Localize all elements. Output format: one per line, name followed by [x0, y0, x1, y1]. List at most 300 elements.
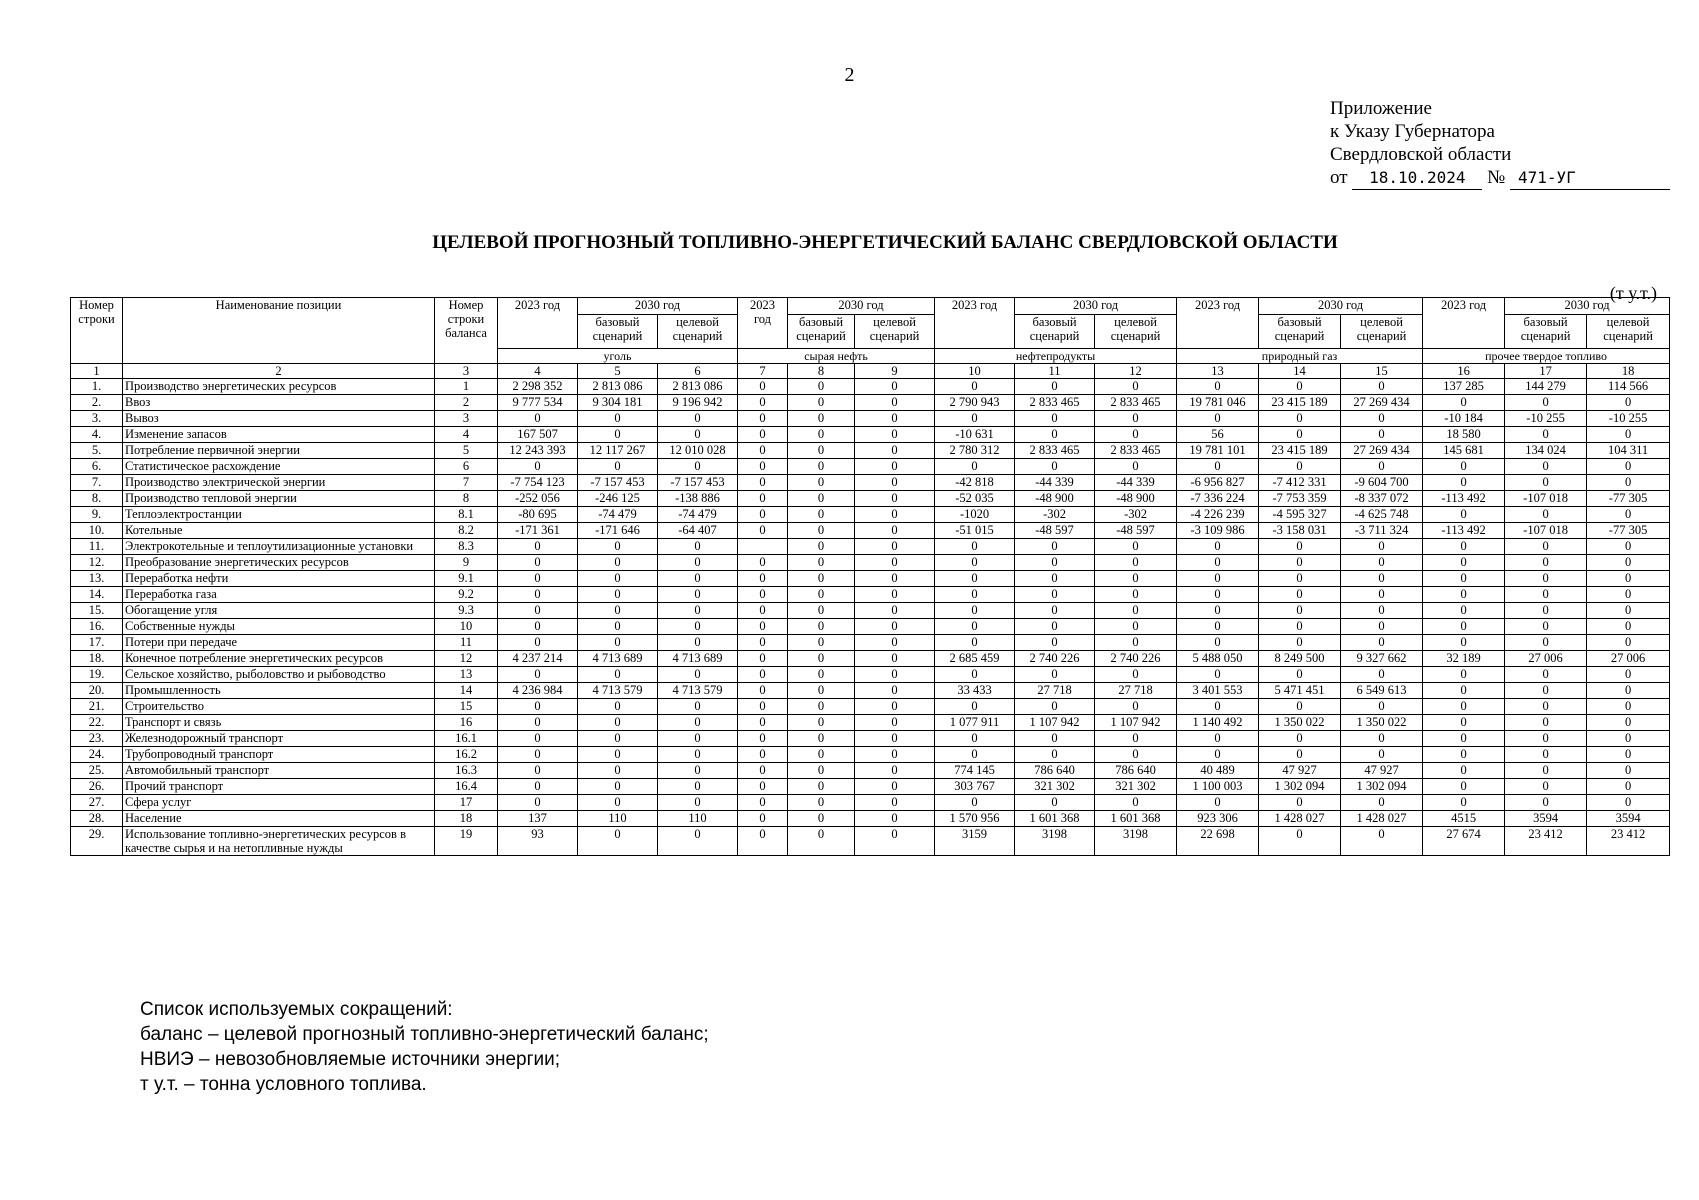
- value-cell: 0: [738, 667, 788, 683]
- value-cell: 0: [1587, 539, 1670, 555]
- balance-row-cell: 2: [435, 395, 498, 411]
- value-cell: 0: [1423, 587, 1505, 603]
- row-number-cell: 24.: [71, 747, 123, 763]
- value-cell: 0: [578, 603, 658, 619]
- balance-row-cell: 1: [435, 379, 498, 395]
- value-cell: 0: [1177, 587, 1259, 603]
- value-cell: 2 833 465: [1095, 395, 1177, 411]
- value-cell: 0: [1587, 747, 1670, 763]
- value-cell: -252 056: [498, 491, 578, 507]
- value-cell: 0: [1505, 667, 1587, 683]
- value-cell: 3198: [1095, 827, 1177, 856]
- value-cell: 23 412: [1505, 827, 1587, 856]
- value-cell: 1 302 094: [1341, 779, 1423, 795]
- value-cell: 0: [658, 411, 738, 427]
- value-cell: 1 428 027: [1341, 811, 1423, 827]
- value-cell: 0: [855, 379, 935, 395]
- balance-row-cell: 4: [435, 427, 498, 443]
- balance-row-cell: 9.1: [435, 571, 498, 587]
- position-name-cell: Производство энергетических ресурсов: [123, 379, 435, 395]
- value-cell: 0: [788, 827, 855, 856]
- row-number-cell: 1.: [71, 379, 123, 395]
- value-cell: -113 492: [1423, 523, 1505, 539]
- value-cell: 0: [935, 587, 1015, 603]
- value-cell: 0: [498, 731, 578, 747]
- value-cell: 0: [1095, 459, 1177, 475]
- position-name-cell: Обогащение угля: [123, 603, 435, 619]
- value-cell: 0: [1505, 715, 1587, 731]
- position-name-cell: Сельское хозяйство, рыболовство и рыбоводство: [123, 667, 435, 683]
- value-cell: 0: [738, 555, 788, 571]
- value-cell: 0: [1095, 747, 1177, 763]
- value-cell: 0: [498, 715, 578, 731]
- position-name-cell: Переработка нефти: [123, 571, 435, 587]
- value-cell: 3159: [935, 827, 1015, 856]
- value-cell: 9 304 181: [578, 395, 658, 411]
- table-row: [71, 763, 1670, 779]
- column-index-cell: 12: [1095, 364, 1177, 379]
- value-cell: 0: [1587, 763, 1670, 779]
- balance-row-cell: 8: [435, 491, 498, 507]
- value-cell: -1020: [935, 507, 1015, 523]
- value-cell: 0: [498, 747, 578, 763]
- value-cell: 1 107 942: [1015, 715, 1095, 731]
- value-cell: 0: [1259, 747, 1341, 763]
- column-index-cell: 11: [1015, 364, 1095, 379]
- value-cell: 0: [498, 667, 578, 683]
- value-cell: 0: [1505, 395, 1587, 411]
- table-row: [71, 587, 1670, 603]
- value-cell: 0: [738, 411, 788, 427]
- value-cell: 9 777 534: [498, 395, 578, 411]
- value-cell: 0: [578, 795, 658, 811]
- value-cell: -171 646: [578, 523, 658, 539]
- value-cell: 0: [578, 459, 658, 475]
- row-number-cell: 4.: [71, 427, 123, 443]
- value-cell: 0: [1587, 475, 1670, 491]
- header-solid-2030: 2030 год: [1505, 298, 1670, 315]
- value-cell: 0: [935, 795, 1015, 811]
- column-index-cell: 7: [738, 364, 788, 379]
- value-cell: 0: [1505, 683, 1587, 699]
- row-number-cell: 19.: [71, 667, 123, 683]
- value-cell: 0: [658, 715, 738, 731]
- value-cell: 0: [658, 635, 738, 651]
- value-cell: 0: [1259, 619, 1341, 635]
- value-cell: 0: [855, 555, 935, 571]
- value-cell: 0: [498, 555, 578, 571]
- value-cell: 0: [1423, 507, 1505, 523]
- value-cell: 0: [738, 427, 788, 443]
- value-cell: 786 640: [1095, 763, 1177, 779]
- value-cell: 0: [788, 427, 855, 443]
- value-cell: 0: [1341, 635, 1423, 651]
- value-cell: 0: [1341, 747, 1423, 763]
- abbreviation-item: НВИЭ – невозобновляемые источники энергии;: [140, 1049, 561, 1070]
- table-row: [71, 811, 1670, 827]
- table-row: [71, 667, 1670, 683]
- value-cell: 0: [1587, 731, 1670, 747]
- value-cell: 0: [738, 715, 788, 731]
- value-cell: 0: [498, 699, 578, 715]
- value-cell: 0: [1587, 635, 1670, 651]
- value-cell: 0: [1505, 459, 1587, 475]
- value-cell: -48 597: [1015, 523, 1095, 539]
- value-cell: 0: [1505, 635, 1587, 651]
- column-index-cell: 18: [1587, 364, 1670, 379]
- value-cell: 0: [1015, 459, 1095, 475]
- value-cell: 0: [578, 731, 658, 747]
- balance-row-cell: 10: [435, 619, 498, 635]
- value-cell: 0: [578, 827, 658, 856]
- value-cell: 0: [1587, 507, 1670, 523]
- table-row: [71, 715, 1670, 731]
- position-name-cell: Потери при передаче: [123, 635, 435, 651]
- value-cell: 0: [1015, 379, 1095, 395]
- value-cell: 32 189: [1423, 651, 1505, 667]
- value-cell: 0: [1015, 603, 1095, 619]
- value-cell: 0: [498, 459, 578, 475]
- value-cell: 0: [1095, 731, 1177, 747]
- value-cell: 0: [578, 587, 658, 603]
- value-cell: 1 100 003: [1177, 779, 1259, 795]
- value-cell: 0: [498, 795, 578, 811]
- position-name-cell: Производство тепловой энергии: [123, 491, 435, 507]
- abbreviation-item: т у.т. – тонна условного топлива.: [140, 1074, 427, 1095]
- value-cell: -7 753 359: [1259, 491, 1341, 507]
- value-cell: 0: [498, 763, 578, 779]
- value-cell: 0: [1587, 459, 1670, 475]
- column-index-cell: 16: [1423, 364, 1505, 379]
- value-cell: 167 507: [498, 427, 578, 443]
- header-oil-2030: 2030 год: [788, 298, 935, 315]
- column-index-cell: 4: [498, 364, 578, 379]
- position-name-cell: Автомобильный транспорт: [123, 763, 435, 779]
- value-cell: 0: [1095, 411, 1177, 427]
- value-cell: 0: [788, 379, 855, 395]
- value-cell: 0: [788, 523, 855, 539]
- value-cell: 0: [498, 587, 578, 603]
- balance-row-cell: 18: [435, 811, 498, 827]
- value-cell: 1 570 956: [935, 811, 1015, 827]
- value-cell: 0: [1015, 539, 1095, 555]
- value-cell: 0: [935, 667, 1015, 683]
- value-cell: 47 927: [1341, 763, 1423, 779]
- value-cell: 1 350 022: [1341, 715, 1423, 731]
- value-cell: 110: [658, 811, 738, 827]
- header-oil-2023: 2023 год: [738, 298, 788, 349]
- value-cell: 0: [788, 395, 855, 411]
- value-cell: 0: [658, 619, 738, 635]
- appendix-date-line: [1330, 166, 1670, 190]
- value-cell: 19 781 101: [1177, 443, 1259, 459]
- value-cell: 3198: [1015, 827, 1095, 856]
- value-cell: 0: [1341, 619, 1423, 635]
- value-cell: 0: [1341, 555, 1423, 571]
- value-cell: 0: [1015, 635, 1095, 651]
- value-cell: 137 285: [1423, 379, 1505, 395]
- group-label-coal: уголь: [498, 349, 738, 364]
- column-index-cell: 15: [1341, 364, 1423, 379]
- value-cell: 2 813 086: [658, 379, 738, 395]
- value-cell: 923 306: [1177, 811, 1259, 827]
- value-cell: 0: [1015, 699, 1095, 715]
- row-number-cell: 16.: [71, 619, 123, 635]
- value-cell: 0: [788, 795, 855, 811]
- value-cell: 23 415 189: [1259, 395, 1341, 411]
- value-cell: 0: [935, 411, 1015, 427]
- column-index-cell: 14: [1259, 364, 1341, 379]
- row-number-cell: 7.: [71, 475, 123, 491]
- header-base-scenario: базовый сценарий: [788, 315, 855, 349]
- header-position-name: Наименование позиции: [123, 298, 435, 364]
- value-cell: -107 018: [1505, 523, 1587, 539]
- header-base-scenario: базовый сценарий: [1015, 315, 1095, 349]
- value-cell: 0: [578, 779, 658, 795]
- value-cell: 0: [935, 555, 1015, 571]
- position-name-cell: Сфера услуг: [123, 795, 435, 811]
- value-cell: 0: [1423, 571, 1505, 587]
- value-cell: 0: [855, 539, 935, 555]
- value-cell: 18 580: [1423, 427, 1505, 443]
- value-cell: 0: [1341, 427, 1423, 443]
- value-cell: -48 900: [1015, 491, 1095, 507]
- value-cell: -44 339: [1095, 475, 1177, 491]
- value-cell: -6 956 827: [1177, 475, 1259, 491]
- value-cell: 19 781 046: [1177, 395, 1259, 411]
- value-cell: 144 279: [1505, 379, 1587, 395]
- table-row: [71, 443, 1670, 459]
- value-cell: 0: [855, 411, 935, 427]
- value-cell: 0: [788, 587, 855, 603]
- value-cell: 0: [855, 779, 935, 795]
- value-cell: -77 305: [1587, 523, 1670, 539]
- value-cell: 0: [1423, 395, 1505, 411]
- value-cell: 0: [935, 603, 1015, 619]
- value-cell: -52 035: [935, 491, 1015, 507]
- balance-row-cell: 9: [435, 555, 498, 571]
- value-cell: 1 140 492: [1177, 715, 1259, 731]
- value-cell: 0: [1587, 587, 1670, 603]
- value-cell: 0: [578, 635, 658, 651]
- value-cell: 0: [1505, 795, 1587, 811]
- value-cell: 303 767: [935, 779, 1015, 795]
- value-cell: 0: [935, 699, 1015, 715]
- value-cell: -171 361: [498, 523, 578, 539]
- value-cell: 0: [1177, 619, 1259, 635]
- number-prefix: №: [1487, 167, 1506, 188]
- value-cell: 93: [498, 827, 578, 856]
- balance-row-cell: 12: [435, 651, 498, 667]
- balance-row-cell: 6: [435, 459, 498, 475]
- value-cell: 0: [1177, 571, 1259, 587]
- value-cell: 0: [1177, 747, 1259, 763]
- value-cell: 774 145: [935, 763, 1015, 779]
- position-name-cell: Преобразование энергетических ресурсов: [123, 555, 435, 571]
- value-cell: 137: [498, 811, 578, 827]
- header-target-scenario: целевой сценарий: [1341, 315, 1423, 349]
- value-cell: 0: [855, 507, 935, 523]
- value-cell: 4 713 579: [658, 683, 738, 699]
- balance-row-cell: 15: [435, 699, 498, 715]
- table-row: [71, 747, 1670, 763]
- row-number-cell: 2.: [71, 395, 123, 411]
- value-cell: 0: [935, 539, 1015, 555]
- table-row: [71, 731, 1670, 747]
- value-cell: 0: [658, 571, 738, 587]
- value-cell: 114 566: [1587, 379, 1670, 395]
- value-cell: 0: [1095, 795, 1177, 811]
- value-cell: 23 412: [1587, 827, 1670, 856]
- value-cell: 0: [855, 699, 935, 715]
- value-cell: 0: [1341, 795, 1423, 811]
- header-base-scenario: базовый сценарий: [1259, 315, 1341, 349]
- value-cell: 0: [1423, 667, 1505, 683]
- value-cell: 0: [578, 619, 658, 635]
- position-name-cell: Производство электрической энергии: [123, 475, 435, 491]
- balance-row-cell: 16.4: [435, 779, 498, 795]
- value-cell: 1 077 911: [935, 715, 1015, 731]
- value-cell: 0: [1259, 411, 1341, 427]
- value-cell: 0: [1015, 747, 1095, 763]
- value-cell: 0: [855, 715, 935, 731]
- value-cell: 0: [1177, 635, 1259, 651]
- position-name-cell: Теплоэлектростанции: [123, 507, 435, 523]
- value-cell: 0: [935, 747, 1015, 763]
- row-number-cell: 27.: [71, 795, 123, 811]
- value-cell: -107 018: [1505, 491, 1587, 507]
- value-cell: 0: [1095, 539, 1177, 555]
- value-cell: 0: [1505, 507, 1587, 523]
- value-cell: 0: [855, 747, 935, 763]
- value-cell: 0: [1259, 587, 1341, 603]
- value-cell: -8 337 072: [1341, 491, 1423, 507]
- row-number-cell: 21.: [71, 699, 123, 715]
- value-cell: 27 269 434: [1341, 443, 1423, 459]
- balance-row-cell: 19: [435, 827, 498, 856]
- value-cell: 0: [1341, 731, 1423, 747]
- value-cell: 0: [738, 475, 788, 491]
- value-cell: 0: [788, 539, 855, 555]
- value-cell: 0: [1423, 715, 1505, 731]
- value-cell: -138 886: [658, 491, 738, 507]
- table-row: [71, 699, 1670, 715]
- value-cell: 0: [855, 459, 935, 475]
- appendix-line: Приложение: [1330, 98, 1432, 119]
- value-cell: 0: [1341, 571, 1423, 587]
- value-cell: 0: [1015, 555, 1095, 571]
- table-row: [71, 523, 1670, 539]
- column-index-cell: 5: [578, 364, 658, 379]
- position-name-cell: Прочий транспорт: [123, 779, 435, 795]
- value-cell: 0: [1177, 459, 1259, 475]
- value-cell: 0: [1015, 731, 1095, 747]
- value-cell: 0: [738, 827, 788, 856]
- value-cell: 0: [1587, 603, 1670, 619]
- value-cell: -4 595 327: [1259, 507, 1341, 523]
- value-cell: 0: [788, 667, 855, 683]
- value-cell: 47 927: [1259, 763, 1341, 779]
- value-cell: 40 489: [1177, 763, 1259, 779]
- table-row: [71, 539, 1670, 555]
- value-cell: 0: [1177, 411, 1259, 427]
- balance-row-cell: 9.2: [435, 587, 498, 603]
- value-cell: 0: [1177, 555, 1259, 571]
- row-number-cell: 23.: [71, 731, 123, 747]
- value-cell: 0: [855, 731, 935, 747]
- value-cell: 0: [658, 827, 738, 856]
- value-cell: 0: [498, 539, 578, 555]
- value-cell: 0: [738, 523, 788, 539]
- header-gas-2030: 2030 год: [1259, 298, 1423, 315]
- header-target-scenario: целевой сценарий: [1587, 315, 1670, 349]
- value-cell: -3 158 031: [1259, 523, 1341, 539]
- row-number-cell: 9.: [71, 507, 123, 523]
- row-number-cell: 25.: [71, 763, 123, 779]
- value-cell: 0: [1095, 587, 1177, 603]
- value-cell: [738, 539, 788, 555]
- value-cell: 0: [788, 747, 855, 763]
- value-cell: 0: [1505, 779, 1587, 795]
- value-cell: 0: [658, 427, 738, 443]
- value-cell: 0: [738, 571, 788, 587]
- value-cell: 12 243 393: [498, 443, 578, 459]
- table-body: [71, 379, 1670, 856]
- value-cell: 0: [738, 763, 788, 779]
- value-cell: 0: [788, 715, 855, 731]
- position-name-cell: Строительство: [123, 699, 435, 715]
- column-index-cell: 2: [123, 364, 435, 379]
- value-cell: 0: [1423, 683, 1505, 699]
- value-cell: 0: [788, 811, 855, 827]
- value-cell: 0: [1341, 379, 1423, 395]
- value-cell: 0: [855, 571, 935, 587]
- value-cell: 0: [1505, 619, 1587, 635]
- value-cell: 2 740 226: [1095, 651, 1177, 667]
- value-cell: 0: [1587, 699, 1670, 715]
- group-label-solid-fuel: прочее твердое топливо: [1423, 349, 1670, 364]
- balance-row-cell: 11: [435, 635, 498, 651]
- value-cell: 2 740 226: [1015, 651, 1095, 667]
- value-cell: 2 833 465: [1015, 395, 1095, 411]
- value-cell: 27 269 434: [1341, 395, 1423, 411]
- value-cell: 0: [738, 651, 788, 667]
- row-number-cell: 28.: [71, 811, 123, 827]
- value-cell: -74 479: [578, 507, 658, 523]
- decree-date: 18.10.2024: [1352, 166, 1482, 190]
- value-cell: 0: [738, 619, 788, 635]
- position-name-cell: Конечное потребление энергетических ресурсов: [123, 651, 435, 667]
- value-cell: 0: [1505, 747, 1587, 763]
- value-cell: -10 184: [1423, 411, 1505, 427]
- balance-row-cell: 17: [435, 795, 498, 811]
- value-cell: 0: [658, 747, 738, 763]
- value-cell: -48 900: [1095, 491, 1177, 507]
- value-cell: 0: [1259, 635, 1341, 651]
- value-cell: -9 604 700: [1341, 475, 1423, 491]
- header-base-scenario: базовый сценарий: [578, 315, 658, 349]
- value-cell: 23 415 189: [1259, 443, 1341, 459]
- value-cell: 0: [1505, 539, 1587, 555]
- abbreviations-title: Список используемых сокращений:: [140, 999, 453, 1020]
- row-number-cell: 26.: [71, 779, 123, 795]
- column-index-cell: 3: [435, 364, 498, 379]
- balance-row-cell: 8.2: [435, 523, 498, 539]
- value-cell: 0: [1423, 763, 1505, 779]
- value-cell: 0: [578, 411, 658, 427]
- value-cell: 0: [1015, 795, 1095, 811]
- position-name-cell: Статистическое расхождение: [123, 459, 435, 475]
